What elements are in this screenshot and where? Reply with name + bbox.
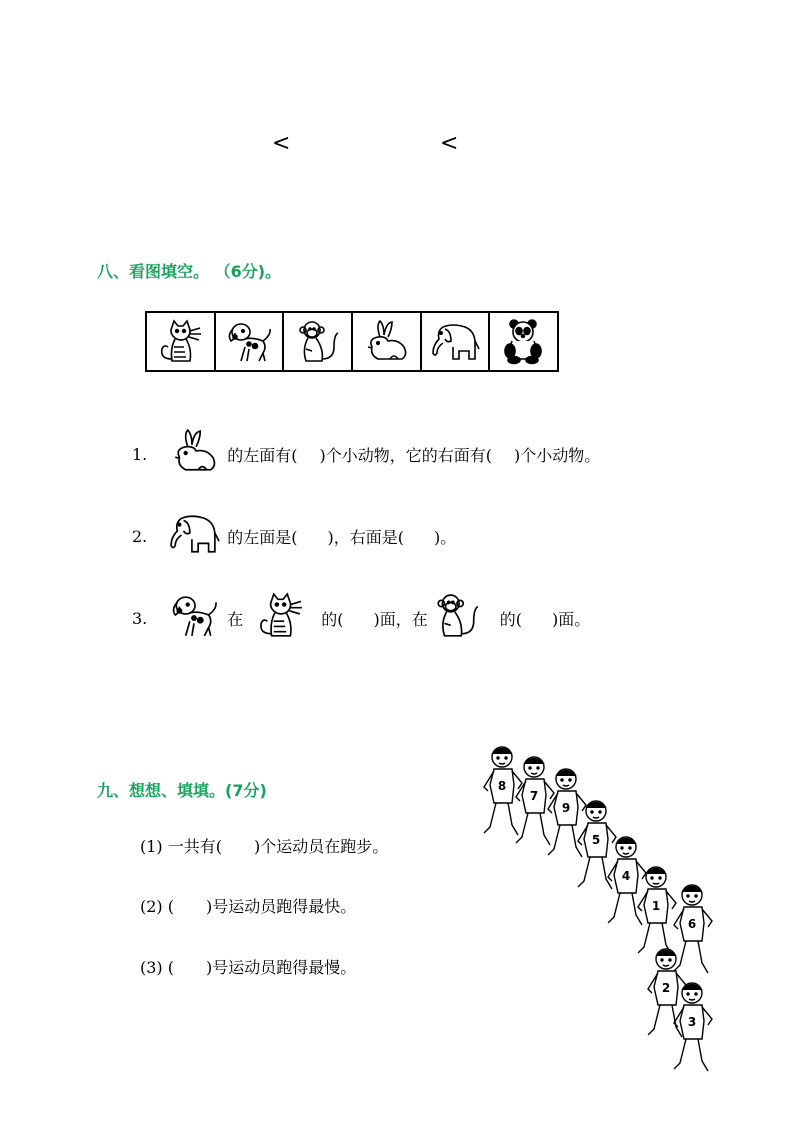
dog-icon <box>165 592 223 640</box>
runner-number: 6 <box>687 917 697 931</box>
question-number: 1. <box>132 444 148 464</box>
question-number: 3. <box>132 608 148 628</box>
runner-number: 5 <box>591 833 601 847</box>
question-9-3: (3) ( )号运动员跑得最慢。 <box>140 958 357 977</box>
question-text-part: )个小动物，它的右面有( <box>319 445 493 465</box>
question-text-part: 的( <box>321 609 344 629</box>
runner-figure <box>578 801 616 889</box>
question-number: 2. <box>132 526 148 546</box>
runners-illustration <box>470 735 760 1110</box>
question-text-part: )。 <box>434 527 457 547</box>
section-8-heading: 八、看图填空。 （6分)。 <box>97 262 282 281</box>
runner-number: 8 <box>497 779 507 793</box>
strip-cell-monkey <box>284 313 353 370</box>
rabbit-icon <box>360 319 412 365</box>
runner-number: 2 <box>661 981 671 995</box>
runner-number: 1 <box>651 899 661 913</box>
question-text-part: 的( <box>499 609 523 629</box>
runner-figure <box>484 747 522 835</box>
runner-figure <box>674 885 712 973</box>
elephant-icon <box>165 510 223 558</box>
panda-icon <box>498 319 550 365</box>
less-than-sign-2: < <box>440 131 459 156</box>
strip-cell-rabbit <box>353 313 422 370</box>
question-8-3 <box>132 592 590 644</box>
runner-figure <box>516 757 554 845</box>
question-8-1 <box>132 428 600 480</box>
question-text-part: )面，在 <box>373 609 428 629</box>
strip-cell-cat <box>147 313 216 370</box>
elephant-icon <box>429 319 481 365</box>
monkey-icon <box>428 592 486 640</box>
question-text-part: 在 <box>227 609 244 629</box>
strip-cell-dog <box>216 313 285 370</box>
runner-figure <box>638 867 676 955</box>
runner-number: 4 <box>621 869 631 883</box>
question-9-2: (2) ( )号运动员跑得最快。 <box>140 897 357 916</box>
runner-number: 7 <box>529 789 539 803</box>
cat-icon <box>154 319 206 365</box>
runner-number: 3 <box>687 1015 697 1029</box>
rabbit-icon <box>165 428 223 476</box>
question-text-part: )面。 <box>552 609 591 629</box>
question-8-2 <box>132 510 456 562</box>
cat-icon <box>251 592 309 640</box>
strip-cell-panda <box>490 313 557 370</box>
section-9-heading: 九、想想、填填。(7分) <box>97 781 267 800</box>
question-text-part: )个小动物。 <box>514 445 601 465</box>
strip-cell-elephant <box>422 313 491 370</box>
question-text-part: 的左面是( <box>227 527 298 547</box>
runner-figure <box>608 837 646 925</box>
question-9-1: (1) 一共有( )个运动员在跑步。 <box>140 837 389 856</box>
runner-number: 9 <box>561 801 571 815</box>
runner-figure <box>674 983 712 1071</box>
less-than-sign-1: < <box>272 131 291 156</box>
question-text-part: )，右面是( <box>327 527 405 547</box>
runners-svg <box>470 735 760 1110</box>
dog-icon <box>223 319 275 365</box>
monkey-icon <box>292 319 344 365</box>
animal-strip <box>145 311 559 372</box>
question-text-part: 的左面有( <box>227 445 298 465</box>
